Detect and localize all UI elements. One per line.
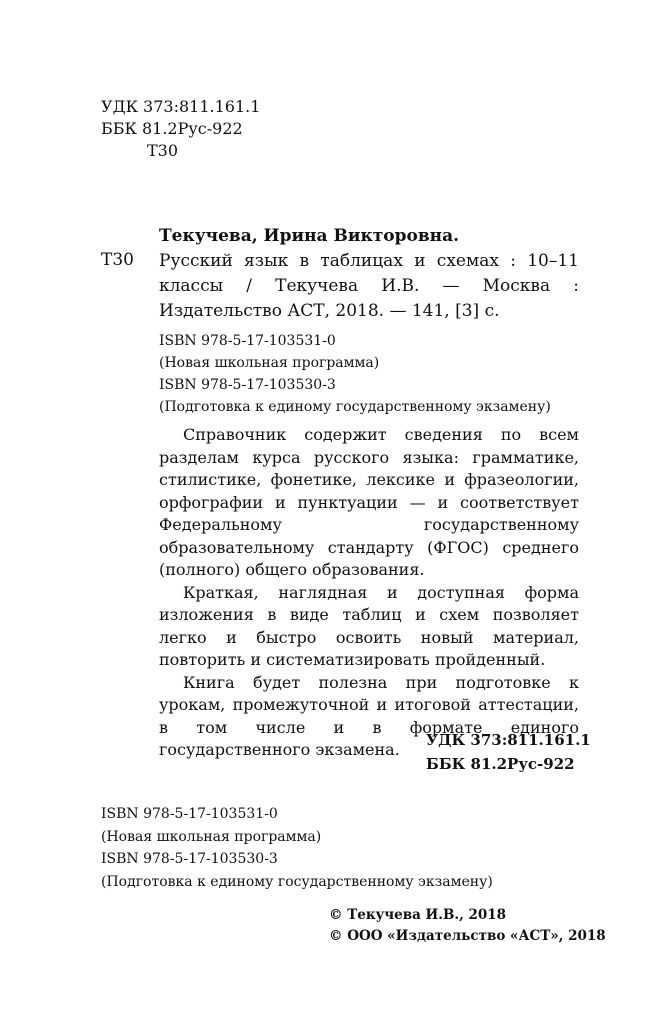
classification-block: [101, 96, 260, 162]
entry-mark: Т30: [101, 250, 134, 270]
isbn-block: [159, 330, 551, 418]
isbn-line: ISBN 978-5-17-103531-0: [159, 333, 336, 349]
series-line: (Подготовка к единому государственному экзамену): [159, 399, 551, 415]
abstract-paragraph: Краткая, наглядная и доступная форма изложения в виде таблиц и схем позволяет легко и быстро освоить новый материал, повторить и систематизировать пройденный.: [159, 582, 579, 669]
isbn-line: ISBN 978-5-17-103531-0: [101, 806, 278, 822]
book-title-description: Русский язык в таблицах и схемах : 10–11 классы / Текучева И.В. — Москва : Издательство АСТ, 2018. — 141, [3] с.: [159, 251, 579, 321]
abstract-paragraph: Книга будет полезна при подготовке к урокам, промежуточной и итоговой аттестации, в том числе и в формате единого государственного экзамена.: [159, 672, 579, 759]
isbn-footer-block: [101, 803, 493, 893]
author-mark: Т30: [147, 141, 179, 160]
copyright-publisher: © ООО «Издательство «АСТ», 2018: [329, 928, 606, 944]
series-line: (Новая школьная программа): [101, 828, 322, 845]
copyright-block: [329, 905, 606, 947]
isbn-line: ISBN 978-5-17-103530-3: [159, 377, 336, 393]
right-codes-block: [426, 728, 591, 776]
bbk-code: ББК 81.2Рус-922: [101, 119, 243, 138]
udk-code: УДК 373:811.161.1: [101, 97, 261, 116]
udk-code-bold: УДК 373:811.161.1: [426, 731, 591, 749]
isbn-line: ISBN 978-5-17-103530-3: [101, 851, 278, 867]
series-line: (Подготовка к единому государственному экзамену): [101, 873, 493, 890]
abstract: [159, 424, 579, 762]
bbk-code-bold: ББК 81.2Рус-922: [426, 755, 575, 773]
series-line: (Новая школьная программа): [159, 355, 380, 371]
abstract-paragraph: Справочник содержит сведения по всем разделам курса русского языка: грамматике, стилистике, фонетике, лексике и фразеологии, орфографии и пунктуации — и соответствует Федеральному государственному образовательному стандарту (ФГОС) среднего (полного) общего образования.: [159, 425, 579, 579]
author-heading: Текучева, Ирина Викторовна.: [159, 226, 460, 246]
copyright-author: © Текучева И.В., 2018: [329, 907, 507, 923]
